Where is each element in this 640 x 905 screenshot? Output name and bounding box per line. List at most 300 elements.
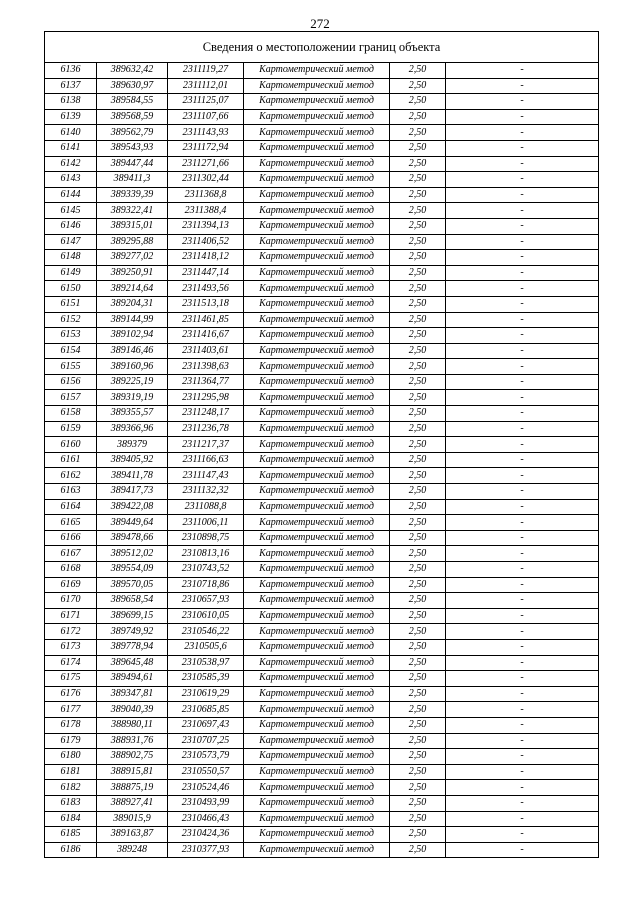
y-coordinate-cell: 2311302,44 [168, 172, 244, 188]
point-number-cell: 6178 [45, 717, 97, 733]
accuracy-cell: 2,50 [390, 296, 446, 312]
note-cell: - [446, 452, 599, 468]
method-cell: Картометрический метод [244, 562, 390, 578]
method-cell: Картометрический метод [244, 593, 390, 609]
accuracy-cell: 2,50 [390, 749, 446, 765]
table-row [45, 468, 599, 484]
boundary-table [44, 31, 599, 858]
point-number-cell: 6163 [45, 484, 97, 500]
point-number-cell: 6147 [45, 234, 97, 250]
point-number-cell: 6138 [45, 94, 97, 110]
accuracy-cell: 2,50 [390, 795, 446, 811]
y-coordinate-cell: 2310743,52 [168, 562, 244, 578]
y-coordinate-cell: 2310718,86 [168, 577, 244, 593]
table-row [45, 639, 599, 655]
table-row [45, 842, 599, 858]
point-number-cell: 6143 [45, 172, 97, 188]
note-cell: - [446, 717, 599, 733]
table-row [45, 562, 599, 578]
note-cell: - [446, 484, 599, 500]
method-cell: Картометрический метод [244, 218, 390, 234]
x-coordinate-cell: 389319,19 [97, 390, 168, 406]
table-row [45, 452, 599, 468]
method-cell: Картометрический метод [244, 234, 390, 250]
accuracy-cell: 2,50 [390, 562, 446, 578]
point-number-cell: 6173 [45, 639, 97, 655]
accuracy-cell: 2,50 [390, 343, 446, 359]
point-number-cell: 6145 [45, 203, 97, 219]
table-row [45, 780, 599, 796]
x-coordinate-cell: 389568,59 [97, 109, 168, 125]
point-number-cell: 6142 [45, 156, 97, 172]
table-row [45, 577, 599, 593]
y-coordinate-cell: 2311493,56 [168, 281, 244, 297]
y-coordinate-cell: 2311236,78 [168, 421, 244, 437]
note-cell: - [446, 234, 599, 250]
y-coordinate-cell: 2310685,85 [168, 702, 244, 718]
y-coordinate-cell: 2311388,4 [168, 203, 244, 219]
accuracy-cell: 2,50 [390, 140, 446, 156]
x-coordinate-cell: 389214,64 [97, 281, 168, 297]
y-coordinate-cell: 2310466,43 [168, 811, 244, 827]
accuracy-cell: 2,50 [390, 78, 446, 94]
point-number-cell: 6153 [45, 328, 97, 344]
note-cell: - [446, 733, 599, 749]
x-coordinate-cell: 389163,87 [97, 827, 168, 843]
y-coordinate-cell: 2311125,07 [168, 94, 244, 110]
method-cell: Картометрический метод [244, 421, 390, 437]
x-coordinate-cell: 389658,54 [97, 593, 168, 609]
accuracy-cell: 2,50 [390, 624, 446, 640]
x-coordinate-cell: 389366,96 [97, 421, 168, 437]
note-cell: - [446, 530, 599, 546]
accuracy-cell: 2,50 [390, 530, 446, 546]
note-cell: - [446, 562, 599, 578]
method-cell: Картометрический метод [244, 265, 390, 281]
y-coordinate-cell: 2310546,22 [168, 624, 244, 640]
x-coordinate-cell: 389204,31 [97, 296, 168, 312]
table-row [45, 702, 599, 718]
table-row [45, 499, 599, 515]
x-coordinate-cell: 389543,93 [97, 140, 168, 156]
note-cell: - [446, 749, 599, 765]
method-cell: Картометрический метод [244, 281, 390, 297]
table-row [45, 406, 599, 422]
accuracy-cell: 2,50 [390, 702, 446, 718]
x-coordinate-cell: 389144,99 [97, 312, 168, 328]
note-cell: - [446, 125, 599, 141]
method-cell: Картометрический метод [244, 795, 390, 811]
table-title-row [45, 32, 599, 63]
note-cell: - [446, 546, 599, 562]
y-coordinate-cell: 2311394,13 [168, 218, 244, 234]
table-row [45, 749, 599, 765]
table-row [45, 63, 599, 79]
method-cell: Картометрический метод [244, 452, 390, 468]
method-cell: Картометрический метод [244, 780, 390, 796]
y-coordinate-cell: 2311107,66 [168, 109, 244, 125]
method-cell: Картометрический метод [244, 390, 390, 406]
x-coordinate-cell: 389478,66 [97, 530, 168, 546]
point-number-cell: 6155 [45, 359, 97, 375]
point-number-cell: 6162 [45, 468, 97, 484]
method-cell: Картометрический метод [244, 468, 390, 484]
table-row [45, 172, 599, 188]
method-cell: Картометрический метод [244, 624, 390, 640]
method-cell: Картометрический метод [244, 109, 390, 125]
accuracy-cell: 2,50 [390, 328, 446, 344]
table-row [45, 109, 599, 125]
x-coordinate-cell: 389584,55 [97, 94, 168, 110]
note-cell: - [446, 359, 599, 375]
y-coordinate-cell: 2310424,36 [168, 827, 244, 843]
note-cell: - [446, 312, 599, 328]
method-cell: Картометрический метод [244, 140, 390, 156]
table-row [45, 795, 599, 811]
x-coordinate-cell: 389405,92 [97, 452, 168, 468]
y-coordinate-cell: 2311088,8 [168, 499, 244, 515]
accuracy-cell: 2,50 [390, 125, 446, 141]
point-number-cell: 6151 [45, 296, 97, 312]
method-cell: Картометрический метод [244, 827, 390, 843]
point-number-cell: 6152 [45, 312, 97, 328]
method-cell: Картометрический метод [244, 671, 390, 687]
table-row [45, 390, 599, 406]
method-cell: Картометрический метод [244, 94, 390, 110]
y-coordinate-cell: 2310550,57 [168, 764, 244, 780]
note-cell: - [446, 577, 599, 593]
table-row [45, 312, 599, 328]
method-cell: Картометрический метод [244, 749, 390, 765]
accuracy-cell: 2,50 [390, 811, 446, 827]
table-row [45, 343, 599, 359]
y-coordinate-cell: 2311364,77 [168, 374, 244, 390]
point-number-cell: 6180 [45, 749, 97, 765]
point-number-cell: 6156 [45, 374, 97, 390]
point-number-cell: 6181 [45, 764, 97, 780]
method-cell: Картометрический метод [244, 156, 390, 172]
y-coordinate-cell: 2310619,29 [168, 686, 244, 702]
x-coordinate-cell: 389645,48 [97, 655, 168, 671]
table-title: Сведения о местоположении границ объекта [45, 32, 599, 63]
y-coordinate-cell: 2311143,93 [168, 125, 244, 141]
accuracy-cell: 2,50 [390, 359, 446, 375]
note-cell: - [446, 437, 599, 453]
method-cell: Картометрический метод [244, 717, 390, 733]
x-coordinate-cell: 389417,73 [97, 484, 168, 500]
note-cell: - [446, 374, 599, 390]
x-coordinate-cell: 389778,94 [97, 639, 168, 655]
point-number-cell: 6174 [45, 655, 97, 671]
table-row [45, 733, 599, 749]
x-coordinate-cell: 389339,39 [97, 187, 168, 203]
accuracy-cell: 2,50 [390, 780, 446, 796]
y-coordinate-cell: 2310697,43 [168, 717, 244, 733]
y-coordinate-cell: 2311403,61 [168, 343, 244, 359]
point-number-cell: 6168 [45, 562, 97, 578]
y-coordinate-cell: 2311513,18 [168, 296, 244, 312]
accuracy-cell: 2,50 [390, 374, 446, 390]
accuracy-cell: 2,50 [390, 187, 446, 203]
note-cell: - [446, 78, 599, 94]
note-cell: - [446, 172, 599, 188]
accuracy-cell: 2,50 [390, 608, 446, 624]
note-cell: - [446, 187, 599, 203]
point-number-cell: 6179 [45, 733, 97, 749]
note-cell: - [446, 842, 599, 858]
y-coordinate-cell: 2311416,67 [168, 328, 244, 344]
note-cell: - [446, 827, 599, 843]
table-row [45, 608, 599, 624]
point-number-cell: 6176 [45, 686, 97, 702]
table-row [45, 686, 599, 702]
note-cell: - [446, 655, 599, 671]
point-number-cell: 6171 [45, 608, 97, 624]
y-coordinate-cell: 2311172,94 [168, 140, 244, 156]
method-cell: Картометрический метод [244, 530, 390, 546]
table-row [45, 484, 599, 500]
accuracy-cell: 2,50 [390, 499, 446, 515]
note-cell: - [446, 218, 599, 234]
accuracy-cell: 2,50 [390, 437, 446, 453]
table-row [45, 359, 599, 375]
accuracy-cell: 2,50 [390, 842, 446, 858]
note-cell: - [446, 63, 599, 79]
y-coordinate-cell: 2311132,32 [168, 484, 244, 500]
note-cell: - [446, 608, 599, 624]
note-cell: - [446, 296, 599, 312]
x-coordinate-cell: 389295,88 [97, 234, 168, 250]
y-coordinate-cell: 2311006,11 [168, 515, 244, 531]
table-row [45, 296, 599, 312]
y-coordinate-cell: 2311217,37 [168, 437, 244, 453]
method-cell: Картометрический метод [244, 484, 390, 500]
point-number-cell: 6148 [45, 250, 97, 266]
point-number-cell: 6159 [45, 421, 97, 437]
accuracy-cell: 2,50 [390, 421, 446, 437]
table-row [45, 125, 599, 141]
y-coordinate-cell: 2310610,05 [168, 608, 244, 624]
note-cell: - [446, 281, 599, 297]
point-number-cell: 6150 [45, 281, 97, 297]
point-number-cell: 6157 [45, 390, 97, 406]
accuracy-cell: 2,50 [390, 484, 446, 500]
x-coordinate-cell: 389355,57 [97, 406, 168, 422]
table-row [45, 546, 599, 562]
accuracy-cell: 2,50 [390, 717, 446, 733]
point-number-cell: 6175 [45, 671, 97, 687]
y-coordinate-cell: 2310377,93 [168, 842, 244, 858]
note-cell: - [446, 624, 599, 640]
point-number-cell: 6170 [45, 593, 97, 609]
method-cell: Картометрический метод [244, 842, 390, 858]
table-row [45, 811, 599, 827]
x-coordinate-cell: 389102,94 [97, 328, 168, 344]
y-coordinate-cell: 2310707,25 [168, 733, 244, 749]
accuracy-cell: 2,50 [390, 764, 446, 780]
method-cell: Картометрический метод [244, 187, 390, 203]
y-coordinate-cell: 2311112,01 [168, 78, 244, 94]
x-coordinate-cell: 389447,44 [97, 156, 168, 172]
table-row [45, 140, 599, 156]
x-coordinate-cell: 389562,79 [97, 125, 168, 141]
table-row [45, 421, 599, 437]
accuracy-cell: 2,50 [390, 452, 446, 468]
accuracy-cell: 2,50 [390, 250, 446, 266]
accuracy-cell: 2,50 [390, 406, 446, 422]
table-row [45, 265, 599, 281]
x-coordinate-cell: 389570,05 [97, 577, 168, 593]
point-number-cell: 6137 [45, 78, 97, 94]
note-cell: - [446, 140, 599, 156]
method-cell: Картометрический метод [244, 811, 390, 827]
x-coordinate-cell: 389411,78 [97, 468, 168, 484]
note-cell: - [446, 156, 599, 172]
x-coordinate-cell: 389632,42 [97, 63, 168, 79]
method-cell: Картометрический метод [244, 608, 390, 624]
point-number-cell: 6149 [45, 265, 97, 281]
x-coordinate-cell: 389160,96 [97, 359, 168, 375]
x-coordinate-cell: 389449,64 [97, 515, 168, 531]
accuracy-cell: 2,50 [390, 94, 446, 110]
y-coordinate-cell: 2311406,52 [168, 234, 244, 250]
x-coordinate-cell: 389015,9 [97, 811, 168, 827]
note-cell: - [446, 515, 599, 531]
x-coordinate-cell: 389225,19 [97, 374, 168, 390]
point-number-cell: 6140 [45, 125, 97, 141]
point-number-cell: 6158 [45, 406, 97, 422]
x-coordinate-cell: 389512,02 [97, 546, 168, 562]
table-row [45, 515, 599, 531]
accuracy-cell: 2,50 [390, 109, 446, 125]
y-coordinate-cell: 2311295,98 [168, 390, 244, 406]
x-coordinate-cell: 389315,01 [97, 218, 168, 234]
x-coordinate-cell: 389554,09 [97, 562, 168, 578]
note-cell: - [446, 671, 599, 687]
y-coordinate-cell: 2311271,66 [168, 156, 244, 172]
accuracy-cell: 2,50 [390, 686, 446, 702]
y-coordinate-cell: 2311447,14 [168, 265, 244, 281]
point-number-cell: 6177 [45, 702, 97, 718]
y-coordinate-cell: 2310813,16 [168, 546, 244, 562]
x-coordinate-cell: 388980,11 [97, 717, 168, 733]
x-coordinate-cell: 389379 [97, 437, 168, 453]
note-cell: - [446, 109, 599, 125]
y-coordinate-cell: 2310524,46 [168, 780, 244, 796]
y-coordinate-cell: 2310573,79 [168, 749, 244, 765]
note-cell: - [446, 780, 599, 796]
table-row [45, 530, 599, 546]
method-cell: Картометрический метод [244, 343, 390, 359]
x-coordinate-cell: 389749,92 [97, 624, 168, 640]
table-row [45, 281, 599, 297]
note-cell: - [446, 421, 599, 437]
x-coordinate-cell: 389040,39 [97, 702, 168, 718]
table-row [45, 187, 599, 203]
accuracy-cell: 2,50 [390, 468, 446, 484]
y-coordinate-cell: 2311166,63 [168, 452, 244, 468]
page-number: 272 [310, 16, 330, 31]
table-row [45, 374, 599, 390]
method-cell: Картометрический метод [244, 250, 390, 266]
y-coordinate-cell: 2311461,85 [168, 312, 244, 328]
x-coordinate-cell: 388927,41 [97, 795, 168, 811]
table-row [45, 203, 599, 219]
point-number-cell: 6139 [45, 109, 97, 125]
table-row [45, 655, 599, 671]
table-row [45, 764, 599, 780]
table-row [45, 156, 599, 172]
table-row [45, 624, 599, 640]
method-cell: Картометрический метод [244, 172, 390, 188]
note-cell: - [446, 499, 599, 515]
accuracy-cell: 2,50 [390, 593, 446, 609]
point-number-cell: 6164 [45, 499, 97, 515]
accuracy-cell: 2,50 [390, 156, 446, 172]
x-coordinate-cell: 388875,19 [97, 780, 168, 796]
method-cell: Картометрический метод [244, 577, 390, 593]
accuracy-cell: 2,50 [390, 546, 446, 562]
y-coordinate-cell: 2310585,39 [168, 671, 244, 687]
accuracy-cell: 2,50 [390, 390, 446, 406]
accuracy-cell: 2,50 [390, 577, 446, 593]
y-coordinate-cell: 2311418,12 [168, 250, 244, 266]
method-cell: Картометрический метод [244, 655, 390, 671]
accuracy-cell: 2,50 [390, 218, 446, 234]
note-cell: - [446, 764, 599, 780]
method-cell: Картометрический метод [244, 515, 390, 531]
note-cell: - [446, 686, 599, 702]
y-coordinate-cell: 2311368,8 [168, 187, 244, 203]
point-number-cell: 6184 [45, 811, 97, 827]
table-row [45, 234, 599, 250]
table-row [45, 328, 599, 344]
note-cell: - [446, 390, 599, 406]
accuracy-cell: 2,50 [390, 265, 446, 281]
point-number-cell: 6141 [45, 140, 97, 156]
method-cell: Картометрический метод [244, 312, 390, 328]
method-cell: Картометрический метод [244, 328, 390, 344]
point-number-cell: 6172 [45, 624, 97, 640]
method-cell: Картометрический метод [244, 499, 390, 515]
x-coordinate-cell: 389630,97 [97, 78, 168, 94]
x-coordinate-cell: 389411,3 [97, 172, 168, 188]
accuracy-cell: 2,50 [390, 203, 446, 219]
note-cell: - [446, 328, 599, 344]
note-cell: - [446, 406, 599, 422]
table-row [45, 671, 599, 687]
point-number-cell: 6165 [45, 515, 97, 531]
method-cell: Картометрический метод [244, 733, 390, 749]
y-coordinate-cell: 2310657,93 [168, 593, 244, 609]
x-coordinate-cell: 389494,61 [97, 671, 168, 687]
y-coordinate-cell: 2311398,63 [168, 359, 244, 375]
note-cell: - [446, 343, 599, 359]
accuracy-cell: 2,50 [390, 639, 446, 655]
note-cell: - [446, 468, 599, 484]
note-cell: - [446, 795, 599, 811]
note-cell: - [446, 639, 599, 655]
x-coordinate-cell: 388915,81 [97, 764, 168, 780]
point-number-cell: 6160 [45, 437, 97, 453]
point-number-cell: 6136 [45, 63, 97, 79]
point-number-cell: 6183 [45, 795, 97, 811]
table-row [45, 717, 599, 733]
y-coordinate-cell: 2311119,27 [168, 63, 244, 79]
point-number-cell: 6144 [45, 187, 97, 203]
method-cell: Картометрический метод [244, 78, 390, 94]
method-cell: Картометрический метод [244, 546, 390, 562]
